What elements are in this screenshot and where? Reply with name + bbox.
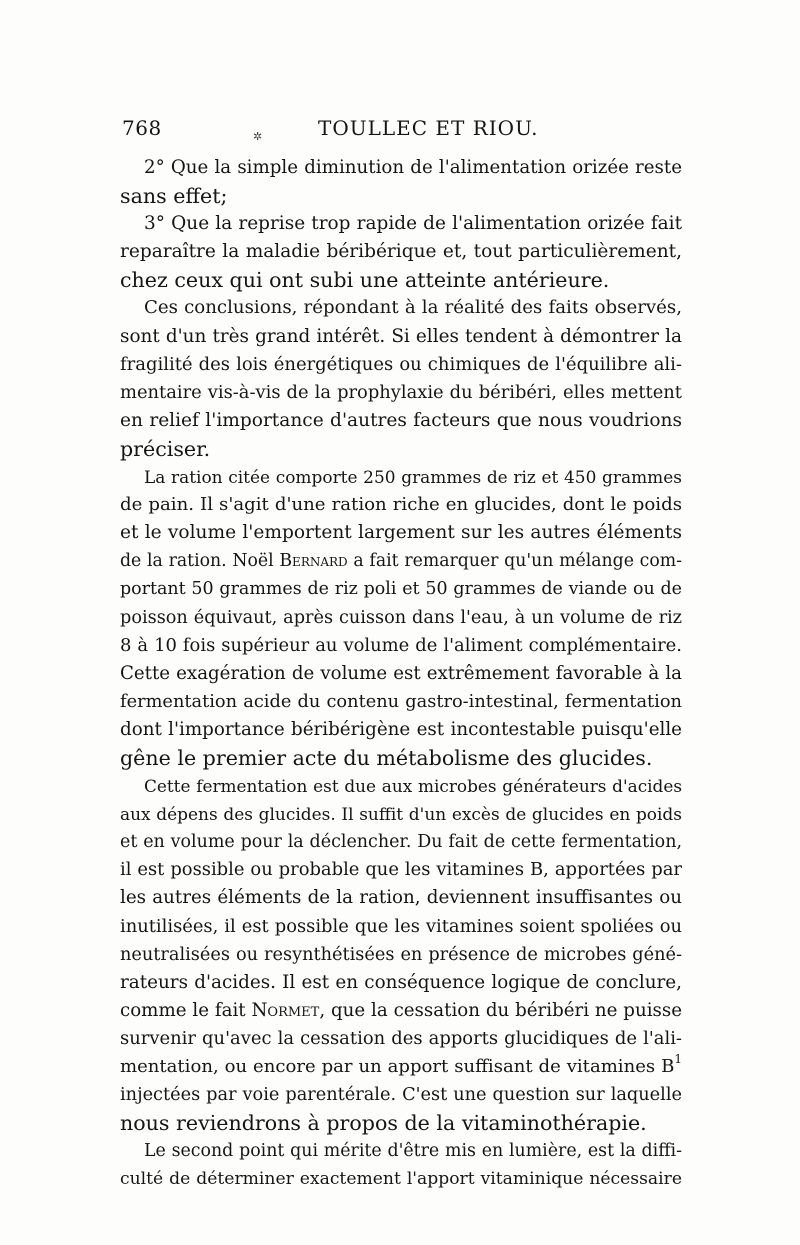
text-line: préciser.	[120, 436, 211, 461]
text-line: 3° Que la reprise trop rapide de l'alimentation orizée fait	[144, 213, 682, 235]
text-line: inutilisées, il est possible que les vitamines soient spoliées ou	[120, 915, 682, 937]
text-line: il est possible ou probable que les vitamines B, apportées par	[120, 859, 682, 881]
text-line: portant 50 grammes de riz poli et 50 grammes de viande ou de	[120, 579, 682, 600]
text-line: La ration citée comporte 250 grammes de riz et 450 grammes	[144, 467, 682, 488]
text-line: nous reviendrons à propos de la vitaminothérapie.	[120, 1111, 647, 1136]
text-line: de la ration. Noël Bernard a fait remarquer qu'un mélange com-	[120, 551, 682, 572]
running-head: TOULLEC ET RIOU.	[318, 116, 539, 140]
text-line: mentaire vis-à-vis de la prophylaxie du béribéri, elles mettent	[120, 381, 682, 403]
text-line: reparaître la maladie béribérique et, tout particulièrement,	[120, 241, 682, 263]
text-line: sont d'un très grand intérêt. Si elles tendent à démontrer la	[120, 325, 682, 347]
text-line: et en volume pour la déclencher. Du fait de cette fermentation,	[120, 832, 682, 853]
text-line: de pain. Il s'agit d'une ration riche en glucides, dont le poids	[120, 494, 682, 516]
paragraph	[120, 463, 682, 772]
text-line: aux dépens des glucides. Il suffit d'un excès de glucides en poids	[120, 804, 682, 825]
author-name-normet: Normet	[251, 999, 320, 1021]
text-line: chez ceux qui ont subi une atteinte antérieure.	[120, 268, 610, 293]
text-line: poisson équivaut, après cuisson dans l'eau, à un volume de riz	[120, 607, 682, 628]
text-line: les autres éléments de la ration, deviennent insuffisantes ou	[120, 887, 682, 909]
paragraph	[120, 1137, 682, 1193]
paragraph	[120, 154, 682, 210]
text-line: 8 à 10 fois supérieur au volume de l'aliment complémentaire.	[120, 634, 682, 656]
text-line: fragilité des lois énergétiques ou chimiques de l'équilibre ali-	[120, 353, 682, 375]
paragraph	[120, 210, 682, 294]
text-line: neutralisées ou resynthétisées en présence de microbes géné-	[120, 944, 682, 965]
text-line: culté de déterminer exactement l'apport vitaminique nécessaire	[120, 1169, 682, 1190]
text-line: comme le fait Normet, que la cessation du béribéri ne puisse	[120, 999, 683, 1021]
page-number: 768	[122, 116, 162, 140]
text-line: sans effet;	[120, 184, 228, 209]
text-line: mentation, ou encore par un apport suffisant de vitamines $B^1$	[120, 1051, 682, 1077]
text-line: Ces conclusions, répondant à la réalité des faits observés,	[144, 297, 682, 319]
text-line: fermentation acide du contenu gastro-intestinal, fermentation	[120, 691, 682, 712]
text-line: rateurs d'acides. Il est en conséquence logique de conclure,	[120, 971, 682, 993]
paragraph	[120, 772, 682, 1137]
text-line: Le second point qui mérite d'être mis en lumière, est la diffi-	[144, 1141, 682, 1162]
page-header	[122, 112, 682, 148]
text-line: 2° Que la simple diminution de l'alimentation orizée reste	[144, 157, 682, 178]
text-line: survenir qu'avec la cessation des apports glucidiques de l'ali-	[120, 1027, 682, 1049]
paragraph	[120, 294, 682, 463]
text-line: et le volume l'emportent largement sur les autres éléments	[120, 522, 682, 544]
body-text	[120, 154, 682, 1193]
text-line: dont l'importance béribérigène est incontestable puisqu'elle	[120, 718, 682, 740]
text-line: gêne le premier acte du métabolisme des glucides.	[120, 745, 653, 770]
ornament-icon: ✲	[253, 130, 263, 143]
text-line: injectées par voie parentérale. C'est une question sur laquelle	[120, 1085, 682, 1106]
text-line: Cette fermentation est due aux microbes générateurs d'acides	[144, 776, 682, 797]
text-line: Cette exagération de volume est extrêmement favorable à la	[120, 662, 682, 684]
text-line: en relief l'importance d'autres facteurs que nous voudrions	[120, 409, 682, 431]
author-name-bernard: Bernard	[279, 551, 348, 572]
